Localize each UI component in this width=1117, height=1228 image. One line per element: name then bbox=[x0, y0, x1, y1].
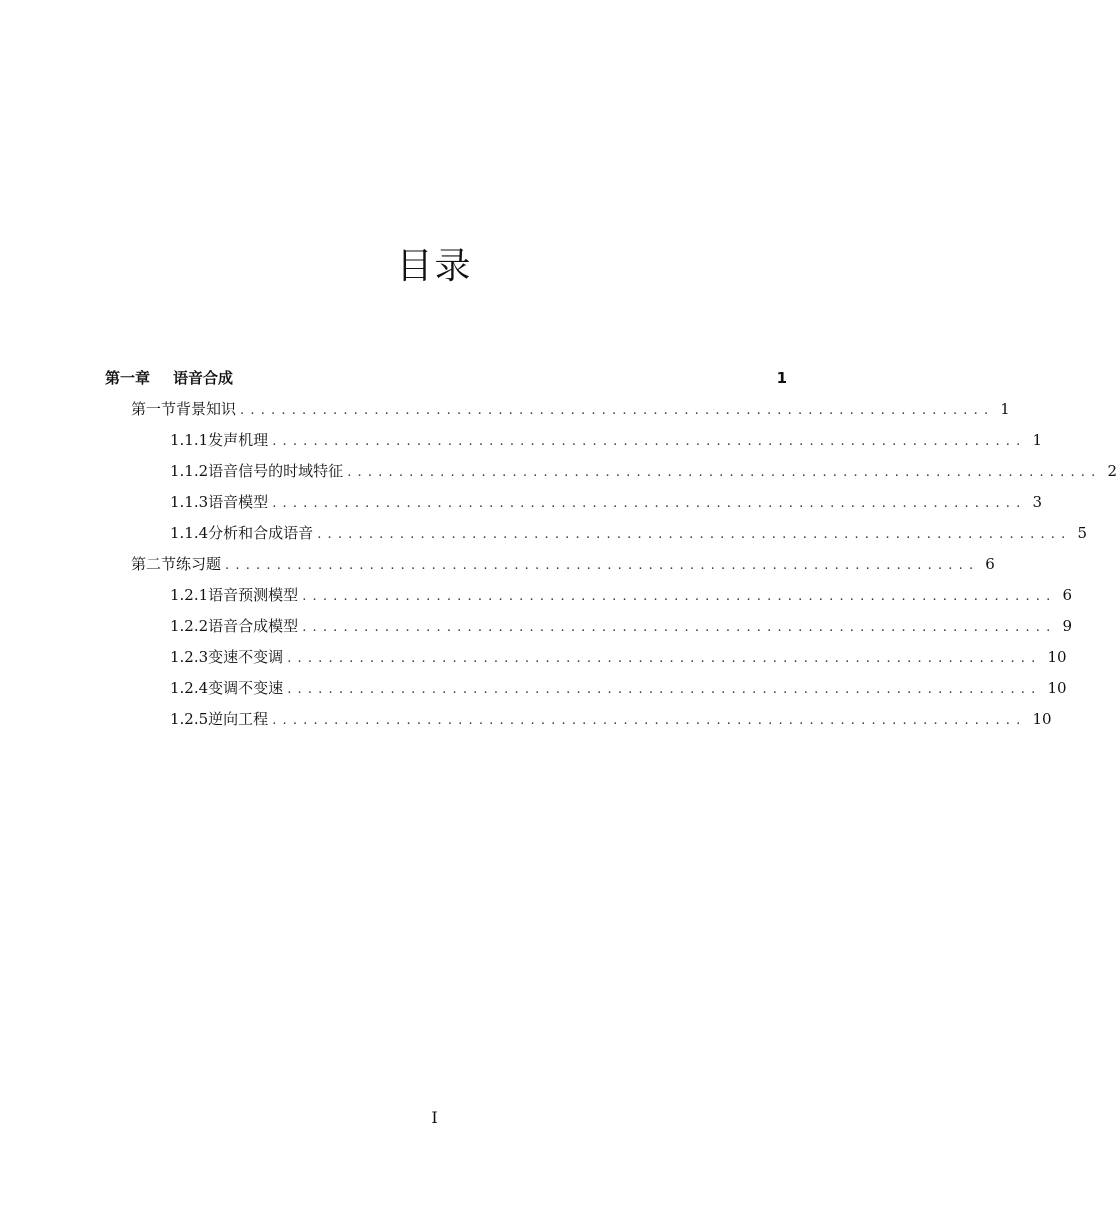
toc-subsection-number: 1.2.1 bbox=[170, 586, 209, 604]
toc-section-entry[interactable] bbox=[131, 398, 1010, 420]
toc-dot-leader: ......................................................................... bbox=[317, 527, 1072, 542]
page-number: I bbox=[431, 1108, 438, 1127]
toc-subsection-title: 语音预测模型 bbox=[208, 586, 299, 604]
toc-chapter-entry[interactable] bbox=[105, 367, 787, 389]
toc-subsection-entry[interactable] bbox=[170, 460, 1117, 482]
toc-subsection-title: 逆向工程 bbox=[208, 710, 269, 728]
toc-section-label: 第一节 bbox=[131, 400, 177, 418]
toc-dot-leader: ......................................................................... bbox=[287, 651, 1042, 666]
toc-subsection-title: 变调不变速 bbox=[208, 679, 284, 697]
toc-dot-leader: ......................................................................... bbox=[287, 682, 1042, 697]
toc-subsection-entry[interactable] bbox=[170, 708, 1052, 730]
toc-subsection-title: 语音信号的时域特征 bbox=[208, 462, 344, 480]
toc-subsection-number: 1.1.2 bbox=[170, 462, 209, 480]
toc-subsection-title: 分析和合成语音 bbox=[208, 524, 314, 542]
toc-dot-leader: ......................................................................... bbox=[272, 713, 1027, 728]
page-title: 目录 bbox=[396, 246, 473, 287]
toc-subsection-number: 1.1.3 bbox=[170, 493, 209, 511]
toc-subsection-page: 2 bbox=[1107, 462, 1117, 480]
toc-section-page: 1 bbox=[1000, 400, 1010, 418]
toc-subsection-entry[interactable] bbox=[170, 429, 1042, 451]
toc-subsection-page: 10 bbox=[1032, 710, 1052, 728]
toc-section-title: 练习题 bbox=[176, 555, 222, 573]
toc-dot-leader: ......................................................................... bbox=[225, 558, 980, 573]
toc-subsection-page: 10 bbox=[1047, 679, 1067, 697]
toc-subsection-title: 发声机理 bbox=[208, 431, 269, 449]
toc-section-label: 第二节 bbox=[131, 555, 177, 573]
toc-subsection-number: 1.2.5 bbox=[170, 710, 209, 728]
toc-subsection-number: 1.1.4 bbox=[170, 524, 209, 542]
toc-subsection-title: 语音模型 bbox=[208, 493, 269, 511]
toc-dot-leader: ......................................................................... bbox=[302, 589, 1057, 604]
toc-subsection-entry[interactable] bbox=[170, 646, 1067, 668]
toc-section-page: 6 bbox=[985, 555, 995, 573]
toc-subsection-page: 9 bbox=[1062, 617, 1072, 635]
toc-subsection-entry[interactable] bbox=[170, 491, 1042, 513]
toc-section-title: 背景知识 bbox=[176, 400, 237, 418]
toc-dot-leader: ......................................................................... bbox=[272, 496, 1027, 511]
toc-subsection-title: 变速不变调 bbox=[208, 648, 284, 666]
toc-chapter-page: 1 bbox=[776, 369, 787, 387]
toc-subsection-page: 10 bbox=[1047, 648, 1067, 666]
toc-chapter-title: 语音合成 bbox=[173, 369, 234, 387]
toc-dot-leader: ......................................................................... bbox=[272, 434, 1027, 449]
toc-subsection-number: 1.2.4 bbox=[170, 679, 209, 697]
toc-subsection-title: 语音合成模型 bbox=[208, 617, 299, 635]
toc-dot-leader: ......................................................................... bbox=[240, 403, 995, 418]
toc-chapter-label: 第一章 bbox=[105, 369, 151, 387]
toc-dot-leader: ......................................................................... bbox=[302, 620, 1057, 635]
toc-subsection-page: 6 bbox=[1062, 586, 1072, 604]
toc-subsection-entry[interactable] bbox=[170, 677, 1067, 699]
toc-subsection-number: 1.2.2 bbox=[170, 617, 209, 635]
toc-subsection-entry[interactable] bbox=[170, 615, 1072, 637]
toc-section-entry[interactable] bbox=[131, 553, 995, 575]
toc-dot-leader: ......................................................................... bbox=[347, 465, 1102, 480]
toc-subsection-page: 5 bbox=[1077, 524, 1087, 542]
toc-subsection-entry[interactable] bbox=[170, 584, 1072, 606]
toc-subsection-entry[interactable] bbox=[170, 522, 1087, 544]
toc-subsection-page: 3 bbox=[1032, 493, 1042, 511]
toc-subsection-number: 1.1.1 bbox=[170, 431, 209, 449]
toc-subsection-number: 1.2.3 bbox=[170, 648, 209, 666]
toc-subsection-page: 1 bbox=[1032, 431, 1042, 449]
